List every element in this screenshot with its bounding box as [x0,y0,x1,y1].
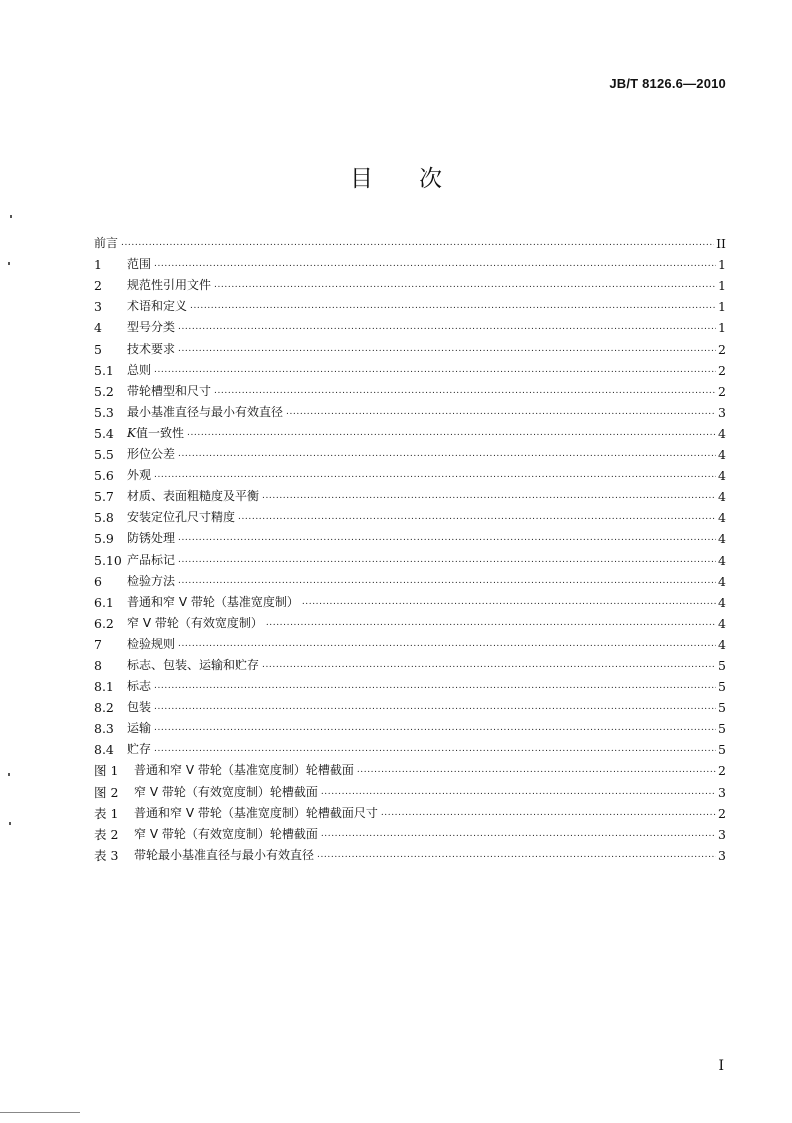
toc-entry-number: 7 [94,636,102,652]
toc-entry-page: 4 [718,489,726,505]
toc-entry-number: 5.3 [94,404,114,420]
toc-entry-label-text: 普通和窄 V 带轮（基准宽度制）轮槽截面尺寸 [134,805,378,820]
toc-entry [94,736,726,757]
toc-entry-page: 3 [718,847,726,863]
toc-entry-number: 5.2 [94,383,114,399]
toc-entry-label [127,574,175,589]
toc-entry-label [127,742,151,757]
toc-entry-label [127,405,283,420]
toc-entry [94,568,726,589]
toc-entry-page: 4 [718,573,726,589]
toc-entry [94,504,726,525]
toc-entry-page: 4 [718,531,726,547]
toc-entry-label-text: 标志 [127,679,152,694]
toc-entry-label-text: 总则 [127,362,152,377]
toc-entry-label [127,447,175,462]
toc-entry [94,314,726,335]
toc-dot-leader [178,342,716,357]
toc-entry-number: 2 [94,278,102,294]
toc-entry [94,525,726,546]
toc-entry-label-text: 产品标记 [127,552,176,567]
toc-entry-label [127,299,187,314]
toc-entry-number: 6 [94,573,102,589]
toc-entry [94,778,726,799]
toc-entry-label [127,384,211,399]
toc-entry-page: 2 [718,362,726,378]
toc-entry-label [127,468,151,483]
toc-entry-label [134,763,354,778]
toc-dot-leader [178,553,716,568]
toc-entry-label [127,553,175,568]
toc-entry-number: 图 1 [94,763,119,779]
toc-entry [94,272,726,293]
toc-dot-leader [302,595,716,610]
toc-entry-label [127,363,151,378]
toc-entry-number: 5.9 [94,531,114,547]
toc-entry-label-text: 范围 [127,257,152,272]
toc-entry-number: 8.4 [94,742,114,758]
toc-dot-leader [381,806,716,821]
toc-entry-page: 1 [718,299,726,315]
standard-code: JB/T 8126.6—2010 [609,76,726,91]
toc-dot-leader [178,637,716,652]
toc-entry-label [134,785,318,800]
toc-entry [94,694,726,715]
table-of-contents [94,230,726,863]
toc-entry-number: 8.2 [94,700,114,716]
toc-entry-label-text: 防锈处理 [127,531,176,546]
toc-entry-page: 4 [718,552,726,568]
toc-entry-label-text: 安装定位孔尺寸精度 [127,510,236,525]
toc-entry-label-text: 材质、表面粗糙度及平衡 [127,489,260,504]
toc-entry-page: 1 [718,257,726,273]
toc-entry-page: 2 [718,383,726,399]
toc-entry-page: 4 [718,615,726,631]
toc-entry-label-text: 检验方法 [127,573,176,588]
toc-entry-number: 6.1 [94,594,114,610]
toc-entry-page: 5 [718,742,726,758]
toc-entry-label [134,806,378,821]
toc-entry-number: 3 [94,299,102,315]
toc-entry [94,842,726,863]
toc-entry-page: 5 [718,657,726,673]
toc-entry [94,335,726,356]
toc-entry-number: 5.4 [94,425,114,441]
toc-entry-label-text: 值一致性 [135,425,184,440]
toc-entry-label-text: 术语和定义 [127,299,188,314]
scan-speck [8,773,10,776]
toc-entry-page: 3 [718,784,726,800]
toc-entry-label [127,278,211,293]
toc-entry-page: 4 [718,636,726,652]
scan-speck [9,822,11,825]
toc-dot-leader [178,531,716,546]
toc-dot-leader [187,426,716,441]
toc-entry [94,589,726,610]
toc-entry-page: 1 [718,278,726,294]
toc-entry [94,673,726,694]
toc-entry-page: 4 [718,447,726,463]
toc-entry [94,441,726,462]
toc-entry-label-text: 运输 [127,721,152,736]
toc-entry [94,293,726,314]
toc-entry-page: 1 [718,320,726,336]
toc-entry-number: 5.5 [94,447,114,463]
toc-entry-label-text: 规范性引用文件 [127,278,212,293]
toc-entry [94,631,726,652]
toc-entry [94,357,726,378]
scan-edge-line [0,1112,80,1113]
toc-dot-leader [238,510,716,525]
toc-entry-page: 4 [718,425,726,441]
toc-entry-label-text: 带轮槽型和尺寸 [127,383,212,398]
toc-entry-label [127,637,175,652]
toc-entry-number: 4 [94,320,102,336]
toc-entry-label [134,827,318,842]
toc-entry-label [127,342,175,357]
toc-entry-label [127,510,235,525]
toc-entry [94,715,726,736]
toc-entry [94,378,726,399]
toc-entry-number: 8 [94,657,102,673]
toc-entry-label [127,320,175,335]
toc-entry-number: 5 [94,341,102,357]
toc-entry-number: 8.1 [94,679,114,695]
toc-entry-number: 6.2 [94,615,114,631]
toc-entry-label [127,679,151,694]
toc-entry-label-text: 型号分类 [127,320,176,335]
toc-dot-leader [190,299,716,314]
toc-entry-page: 3 [718,404,726,420]
toc-entry-page: 4 [718,594,726,610]
toc-entry-label-text: 贮存 [127,742,152,757]
toc-dot-leader [266,616,716,631]
toc-entry [94,462,726,483]
toc-entry-number: 前言 [94,236,119,251]
toc-entry-number: 8.3 [94,721,114,737]
toc-entry-label-text: 窄 V 带轮（有效宽度制）轮槽截面 [134,826,318,841]
toc-dot-leader [214,278,716,293]
toc-entry-label-text: 标志、包装、运输和贮存 [127,657,260,672]
toc-entry [94,399,726,420]
toc-entry-page: 2 [718,805,726,821]
toc-dot-leader [178,574,716,589]
toc-entry-label [127,658,259,673]
toc-entry [94,251,726,272]
toc-entry-number: 图 2 [94,784,119,800]
toc-dot-leader [178,447,716,462]
toc-entry-label [127,700,151,715]
toc-entry [94,420,726,441]
toc-entry [94,230,726,251]
toc-entry-label-text: 技术要求 [127,341,176,356]
toc-entry-page: 5 [718,679,726,695]
toc-entry [94,800,726,821]
toc-entry-label-text: 形位公差 [127,447,176,462]
toc-dot-leader [154,363,716,378]
toc-entry-label-text: 窄 V 带轮（有效宽度制） [127,615,263,630]
toc-entry-number: 5.1 [94,362,114,378]
toc-entry [94,652,726,673]
toc-entry-page: II [716,236,726,252]
toc-dot-leader [178,320,716,335]
toc-dot-leader [154,700,716,715]
toc-entry-number: 表 3 [94,847,119,863]
toc-dot-leader [317,848,716,863]
scan-speck [10,215,12,218]
toc-entry-label [127,531,175,546]
toc-dot-leader [321,827,716,842]
toc-entry-number: 5.8 [94,510,114,526]
toc-dot-leader [214,384,716,399]
toc-entry-label [127,257,151,272]
toc-dot-leader [286,405,716,420]
toc-entry-number: 1 [94,257,102,273]
toc-entry [94,483,726,504]
toc-dot-leader [321,785,716,800]
toc-entry [94,757,726,778]
toc-entry-page: 2 [718,341,726,357]
toc-entry [94,546,726,567]
toc-entry-page: 5 [718,721,726,737]
toc-entry-page: 4 [718,468,726,484]
toc-entry-label-text: 普通和窄 V 带轮（基准宽度制）轮槽截面 [134,763,354,778]
toc-entry-number: 表 1 [94,805,119,821]
page-title [0,160,792,193]
scan-speck [8,262,10,265]
toc-entry-number: 5.10 [94,552,122,568]
toc-entry-label-text: 检验规则 [127,636,176,651]
toc-entry-label-text: 外观 [127,468,152,483]
toc-entry-label-text: 窄 V 带轮（有效宽度制）轮槽截面 [134,784,318,799]
page-number: I [718,1058,724,1074]
toc-entry-page: 4 [718,510,726,526]
toc-dot-leader [357,763,716,778]
toc-entry-label [127,721,151,736]
toc-entry [94,821,726,842]
toc-dot-leader [154,721,716,736]
toc-entry-label-text: 包装 [127,700,152,715]
toc-entry-page: 3 [718,826,726,842]
toc-entry-number: 5.7 [94,489,114,505]
toc-entry-label [127,616,263,631]
toc-entry [94,610,726,631]
toc-dot-leader [262,658,716,673]
toc-dot-leader [154,679,716,694]
toc-dot-leader [154,742,716,757]
toc-entry-label-italic: K [127,425,136,440]
toc-dot-leader [262,489,716,504]
toc-entry-label-text: 最小基准直径与最小有效直径 [127,404,284,419]
toc-entry-label-text: 普通和窄 V 带轮（基准宽度制） [127,594,299,609]
toc-entry-page: 5 [718,700,726,716]
toc-entry-label [134,848,314,863]
toc-dot-leader [154,468,716,483]
toc-entry-label [127,489,259,504]
toc-entry-label [127,426,184,441]
toc-dot-leader [154,257,716,272]
toc-entry-label [127,595,299,610]
toc-entry-number: 5.6 [94,468,114,484]
toc-entry-label-text: 带轮最小基准直径与最小有效直径 [134,847,315,862]
toc-entry-number: 表 2 [94,826,119,842]
title-char-2: 次 [419,166,442,192]
toc-entry-page: 2 [718,763,726,779]
toc-dot-leader [121,236,714,251]
title-char-1: 目 [350,166,373,192]
